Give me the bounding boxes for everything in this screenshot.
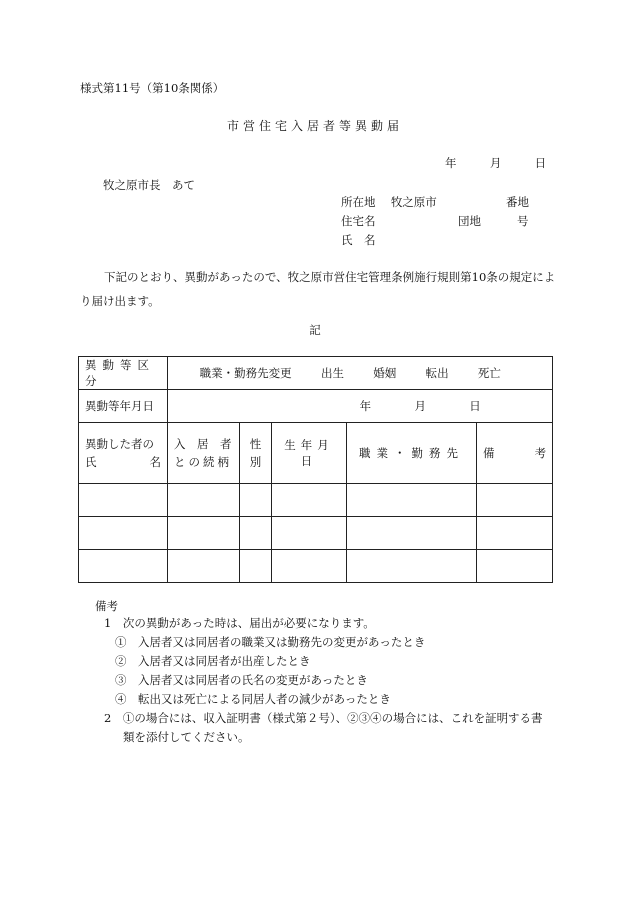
- cell-remarks[interactable]: [477, 550, 553, 583]
- table-row: [79, 550, 553, 583]
- header-gender: [240, 423, 272, 484]
- location-label: 所在地: [341, 195, 376, 209]
- applicant-location: [341, 194, 437, 210]
- cell-name[interactable]: [79, 517, 168, 550]
- cell-birthdate[interactable]: [272, 484, 347, 517]
- header-gender-line2: 別: [249, 455, 262, 469]
- cell-remarks[interactable]: [477, 484, 553, 517]
- header-name-line2a: 氏: [85, 455, 97, 469]
- date-year: 年: [445, 156, 457, 170]
- document-title: 市営住宅入居者等異動届: [226, 119, 403, 133]
- cell-relation[interactable]: [168, 550, 240, 583]
- remarks-sub4: ④ 転出又は死亡による同居人者の減少があったとき: [115, 692, 391, 706]
- remarks-sub3: ③ 入居者又は同居者の氏名の変更があったとき: [115, 673, 368, 687]
- header-name-line2b: 名: [149, 455, 161, 469]
- header-remarks-a: 備: [483, 446, 495, 460]
- header-remarks-b: 考: [534, 446, 547, 460]
- header-remarks: [477, 423, 553, 484]
- option-birth: 出生: [320, 366, 344, 380]
- cell-relation[interactable]: [168, 517, 240, 550]
- header-relation-line1: 入 居 者: [174, 437, 232, 451]
- table-header-row: [79, 423, 553, 484]
- remarks-sub2: ② 入居者又は同居者が出産したとき: [115, 654, 311, 668]
- cell-birthdate[interactable]: [272, 550, 347, 583]
- cell-occupation[interactable]: [347, 484, 477, 517]
- change-date-month: 月: [414, 399, 426, 413]
- change-date-value: [168, 390, 553, 423]
- change-date-label: 異動等年月日: [79, 390, 168, 423]
- table-row: [79, 357, 553, 390]
- remarks-title: 備考: [95, 599, 118, 613]
- remarks-item1: 1 次の異動があった時は、届出が必要になります。: [104, 616, 375, 630]
- cell-relation[interactable]: [168, 484, 240, 517]
- cell-gender[interactable]: [240, 484, 272, 517]
- table-row: [79, 484, 553, 517]
- change-date-year: 年: [359, 399, 372, 413]
- date-month: 月: [489, 156, 502, 170]
- header-name: [79, 423, 168, 484]
- form-number: 様式第11号（第10条関係）: [80, 81, 225, 95]
- table-row: [79, 517, 553, 550]
- cell-birthdate[interactable]: [272, 517, 347, 550]
- addressee: 牧之原市長 あて: [103, 178, 195, 192]
- header-gender-line1: 性: [249, 437, 262, 451]
- option-moveout: 転出: [425, 366, 449, 380]
- housing-label: 住宅名: [341, 214, 376, 228]
- header-relation-line2: との続柄: [174, 455, 232, 469]
- cell-name[interactable]: [79, 550, 168, 583]
- housing-unit: 団地: [458, 214, 481, 228]
- remarks-item2-line1: 2 ①の場合には、収入証明書（様式第２号）、②③④の場合には、これを証明する書: [104, 711, 543, 725]
- remarks-sub1: ① 入居者又は同居者の職業又は勤務先の変更があったとき: [115, 635, 426, 649]
- body-text: 下記のとおり、異動があったので、牧之原市営住宅管理条例施行規則第10条の規定により届け出ます。: [80, 270, 556, 308]
- change-options: [168, 357, 553, 390]
- change-table: [78, 356, 553, 583]
- cell-occupation[interactable]: [347, 517, 477, 550]
- cell-occupation[interactable]: [347, 550, 477, 583]
- date-day: 日: [534, 156, 547, 170]
- location-city: 牧之原市: [390, 195, 437, 209]
- cell-gender[interactable]: [240, 517, 272, 550]
- ki-heading: 記: [309, 323, 321, 337]
- header-occupation: 職業・勤務先: [347, 423, 477, 484]
- table-row: [79, 390, 553, 423]
- remarks-item2-line2: 類を添付してください。: [123, 730, 250, 744]
- change-type-label: 異動等区分: [79, 357, 168, 390]
- change-date-day: 日: [469, 399, 481, 413]
- cell-name[interactable]: [79, 484, 168, 517]
- cell-remarks[interactable]: [477, 517, 553, 550]
- housing-number: 号: [517, 214, 529, 228]
- option-death: 死亡: [477, 366, 501, 380]
- header-name-line1: 異動した者の: [85, 437, 154, 451]
- name-label: 氏 名: [341, 233, 376, 247]
- option-occupation: 職業・勤務先変更: [199, 366, 292, 380]
- submission-date: [445, 155, 546, 171]
- cell-gender[interactable]: [240, 550, 272, 583]
- option-marriage: 婚姻: [373, 366, 397, 380]
- header-birthdate: 生年月日: [272, 423, 347, 484]
- location-suffix: 番地: [506, 195, 529, 209]
- header-relation: [168, 423, 240, 484]
